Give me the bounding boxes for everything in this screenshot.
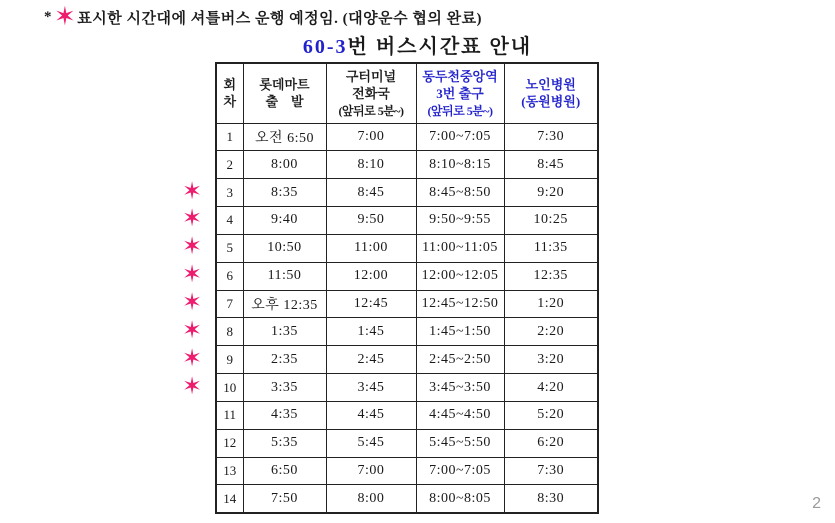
header-senior-hospital: 노인병원 (동원병원) xyxy=(504,63,598,123)
shuttle-star-icon: ✶ xyxy=(54,2,77,32)
cell-depart: 8:00 xyxy=(243,151,326,179)
cell-no: 10 xyxy=(216,374,243,402)
cell-hospital: 12:35 xyxy=(504,262,598,290)
cell-terminal: 8:10 xyxy=(326,151,416,179)
cell-no: 7 xyxy=(216,290,243,318)
cell-hospital: 1:20 xyxy=(504,290,598,318)
cell-hospital: 3:20 xyxy=(504,346,598,374)
cell-hospital: 7:30 xyxy=(504,457,598,485)
cell-depart: 7:50 xyxy=(243,485,326,513)
cell-station: 8:00~8:05 xyxy=(416,485,504,513)
cell-no: 9 xyxy=(216,346,243,374)
cell-hospital: 8:45 xyxy=(504,151,598,179)
table-row xyxy=(216,151,598,179)
shuttle-note xyxy=(44,4,482,30)
cell-station: 5:45~5:50 xyxy=(416,429,504,457)
cell-terminal: 5:45 xyxy=(326,429,416,457)
cell-terminal: 9:50 xyxy=(326,207,416,235)
cell-hospital: 5:20 xyxy=(504,401,598,429)
table-row xyxy=(216,429,598,457)
cell-depart: 10:50 xyxy=(243,234,326,262)
bus-number: 60-3 xyxy=(302,36,348,58)
cell-depart: 6:50 xyxy=(243,457,326,485)
shuttle-star-icon: ✶ xyxy=(182,204,203,233)
bus-timetable xyxy=(215,62,599,514)
cell-terminal: 12:45 xyxy=(326,290,416,318)
cell-station: 11:00~11:05 xyxy=(416,234,504,262)
cell-no: 11 xyxy=(216,401,243,429)
header-row xyxy=(216,63,598,123)
cell-no: 13 xyxy=(216,457,243,485)
shuttle-star-icon: ✶ xyxy=(182,232,203,261)
shuttle-star-icon: ✶ xyxy=(182,315,203,344)
header-lottemart-departure: 롯데마트 출 발 xyxy=(243,63,326,123)
table-row xyxy=(216,346,598,374)
cell-terminal: 4:45 xyxy=(326,401,416,429)
table-row xyxy=(216,207,598,235)
shuttle-star-icon: ✶ xyxy=(182,176,203,205)
cell-depart: 오후 12:35 xyxy=(243,290,326,318)
cell-no: 5 xyxy=(216,234,243,262)
timetable-wrap xyxy=(182,62,597,514)
cell-no: 3 xyxy=(216,179,243,207)
header-dongducheon-station: 동두천중앙역 3번 출구 (앞뒤로 5분~) xyxy=(416,63,504,123)
cell-no: 1 xyxy=(216,123,243,151)
cell-no: 2 xyxy=(216,151,243,179)
header-old-terminal: 구터미널 전화국 (앞뒤로 5분~) xyxy=(326,63,416,123)
cell-no: 12 xyxy=(216,429,243,457)
timetable-body xyxy=(216,123,598,513)
cell-station: 9:50~9:55 xyxy=(416,207,504,235)
table-row xyxy=(216,374,598,402)
title-rest: 번 버스시간표 안내 xyxy=(347,36,533,58)
cell-hospital: 11:35 xyxy=(504,234,598,262)
shuttle-star-icon: ✶ xyxy=(182,260,203,289)
cell-depart: 8:35 xyxy=(243,179,326,207)
table-row xyxy=(216,485,598,513)
cell-depart: 9:40 xyxy=(243,207,326,235)
cell-depart: 오전 6:50 xyxy=(243,123,326,151)
cell-terminal: 11:00 xyxy=(326,234,416,262)
cell-no: 14 xyxy=(216,485,243,513)
cell-depart: 1:35 xyxy=(243,318,326,346)
cell-terminal: 12:00 xyxy=(326,262,416,290)
table-row xyxy=(216,318,598,346)
cell-depart: 4:35 xyxy=(243,401,326,429)
table-row xyxy=(216,401,598,429)
cell-station: 4:45~4:50 xyxy=(416,401,504,429)
page-title xyxy=(0,30,835,59)
cell-station: 3:45~3:50 xyxy=(416,374,504,402)
cell-terminal: 2:45 xyxy=(326,346,416,374)
cell-hospital: 10:25 xyxy=(504,207,598,235)
shuttle-star-icon: ✶ xyxy=(182,343,203,372)
cell-station: 1:45~1:50 xyxy=(416,318,504,346)
table-row xyxy=(216,290,598,318)
cell-station: 2:45~2:50 xyxy=(416,346,504,374)
note-asterisk: * xyxy=(44,8,52,25)
note-text: 표시한 시간대에 셔틀버스 운행 예정임. (대양운수 협의 완료) xyxy=(77,10,483,27)
cell-terminal: 7:00 xyxy=(326,123,416,151)
cell-depart: 5:35 xyxy=(243,429,326,457)
header-trip-number: 회 차 xyxy=(216,63,243,123)
shuttle-star-icon: ✶ xyxy=(182,371,203,400)
table-row xyxy=(216,123,598,151)
cell-station: 12:00~12:05 xyxy=(416,262,504,290)
cell-terminal: 8:00 xyxy=(326,485,416,513)
table-row xyxy=(216,457,598,485)
cell-terminal: 3:45 xyxy=(326,374,416,402)
cell-hospital: 2:20 xyxy=(504,318,598,346)
cell-station: 7:00~7:05 xyxy=(416,123,504,151)
cell-depart: 2:35 xyxy=(243,346,326,374)
cell-hospital: 4:20 xyxy=(504,374,598,402)
cell-terminal: 1:45 xyxy=(326,318,416,346)
cell-terminal: 8:45 xyxy=(326,179,416,207)
cell-terminal: 7:00 xyxy=(326,457,416,485)
shuttle-star-icon: ✶ xyxy=(182,288,203,317)
cell-no: 4 xyxy=(216,207,243,235)
table-row xyxy=(216,262,598,290)
cell-station: 8:10~8:15 xyxy=(416,151,504,179)
cell-station: 8:45~8:50 xyxy=(416,179,504,207)
cell-depart: 11:50 xyxy=(243,262,326,290)
cell-no: 6 xyxy=(216,262,243,290)
cell-depart: 3:35 xyxy=(243,374,326,402)
cell-hospital: 8:30 xyxy=(504,485,598,513)
cell-hospital: 7:30 xyxy=(504,123,598,151)
table-row xyxy=(216,179,598,207)
table-row xyxy=(216,234,598,262)
page-number: 2 xyxy=(812,495,821,512)
cell-no: 8 xyxy=(216,318,243,346)
cell-station: 7:00~7:05 xyxy=(416,457,504,485)
cell-hospital: 6:20 xyxy=(504,429,598,457)
cell-station: 12:45~12:50 xyxy=(416,290,504,318)
cell-hospital: 9:20 xyxy=(504,179,598,207)
